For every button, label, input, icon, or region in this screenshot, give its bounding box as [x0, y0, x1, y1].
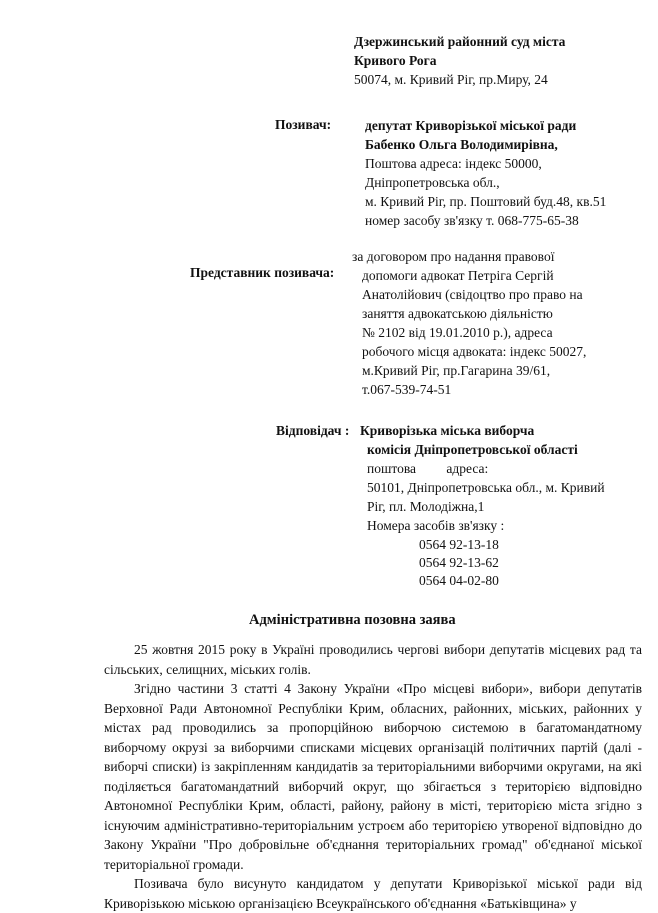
defendant-phones [419, 536, 499, 590]
document-title: Адміністративна позовна заява [249, 612, 456, 628]
representative-line: № 2102 від 19.01.2010 р.), адреса [362, 325, 553, 340]
representative-line: заняття адвокатською діяльністю [362, 306, 553, 321]
representative-line: т.067-539-74-51 [362, 382, 452, 397]
defendant-name: Криворізька міська виборча [360, 423, 535, 438]
phone-number: 0564 04-02-80 [419, 573, 499, 588]
defendant-label: Відповідач : [276, 423, 350, 438]
body-paragraph: Згідно частини 3 статті 4 Закону України «Про місцеві вибори», вибори депутатів Верховної Ради Автономної Республіки Крим, обласних, районних, міських, районних у містах рад проводились за пропорційною виборчою системою в багатомандатному виборчому окрузі за виборчими списками місцевих організацій політичних партій (далі - виборчі списки) із закріпленням кандидатів за територіальними виборчими округами, на які поділяється багатомандатний виборчий округ, що збігається з територією відповідно Автономної Республіки Крим, області, району, району в місті, територією міста згідно з існуючим адміністративно-територіальним устроєм або територією утвореної відповідно до Закону України "Про добровільне об'єднання територіальних громад" об'єднаної міської територіальної громади. [104, 681, 642, 872]
representative-block [352, 247, 586, 399]
plaintiff-phone: номер засобу зв'язку т. 068-775-65-38 [365, 213, 579, 228]
plaintiff-title: депутат Криворізької міської ради [365, 118, 577, 133]
representative-line: Анатолійович (свідоцтво про право на [362, 287, 583, 302]
court-address: 50074, м. Кривий Ріг, пр.Миру, 24 [354, 72, 548, 87]
court-name: Дзержинський районний суд міста [354, 34, 566, 49]
court-name-cont: Кривого Рога [354, 53, 437, 68]
plaintiff-address-line: м. Кривий Ріг, пр. Поштовий буд.48, кв.51 [365, 194, 607, 209]
phone-number: 0564 92-13-62 [419, 555, 499, 570]
plaintiff-address-line: Поштова адреса: індекс 50000, [365, 156, 542, 171]
plaintiff-block [365, 116, 606, 230]
representative-line: робочого місця адвоката: індекс 50027, [362, 344, 587, 359]
representative-line: м.Кривий Ріг, пр.Гагарина 39/61, [362, 363, 551, 378]
defendant-address-line: 50101, Дніпропетровська обл., м. Кривий [367, 480, 605, 495]
plaintiff-name: Бабенко Ольга Володимирівна, [365, 137, 558, 152]
body-paragraph: Позивача було висунуто кандидатом у депутати Криворізької міської ради від Криворізькою міською організацією Всеукраїнського об'єднання «Батьківщина» у [104, 876, 642, 911]
plaintiff-address-line: Дніпропетровська обл., [365, 175, 500, 190]
body-paragraph: 25 жовтня 2015 року в Україні проводились чергові вибори депутатів місцевих рад та сільських, селищних, міських голів. [104, 642, 642, 677]
plaintiff-label: Позивач: [275, 117, 332, 132]
defendant-block [360, 421, 605, 535]
document-body [104, 640, 642, 913]
defendant-name-cont: комісія Дніпропетровської області [367, 442, 578, 457]
court-block [354, 32, 565, 89]
defendant-phones-label: Номера засобів зв'язку : [367, 518, 505, 533]
representative-line: допомоги адвокат Петріга Сергій [362, 268, 554, 283]
defendant-address-line: Ріг, пл. Молодіжна,1 [367, 499, 485, 514]
phone-number: 0564 92-13-18 [419, 537, 499, 552]
representative-label: Представник позивача: [190, 265, 335, 280]
representative-line: за договором про надання правової [352, 249, 555, 264]
defendant-address-line: поштова адреса: [367, 461, 489, 476]
